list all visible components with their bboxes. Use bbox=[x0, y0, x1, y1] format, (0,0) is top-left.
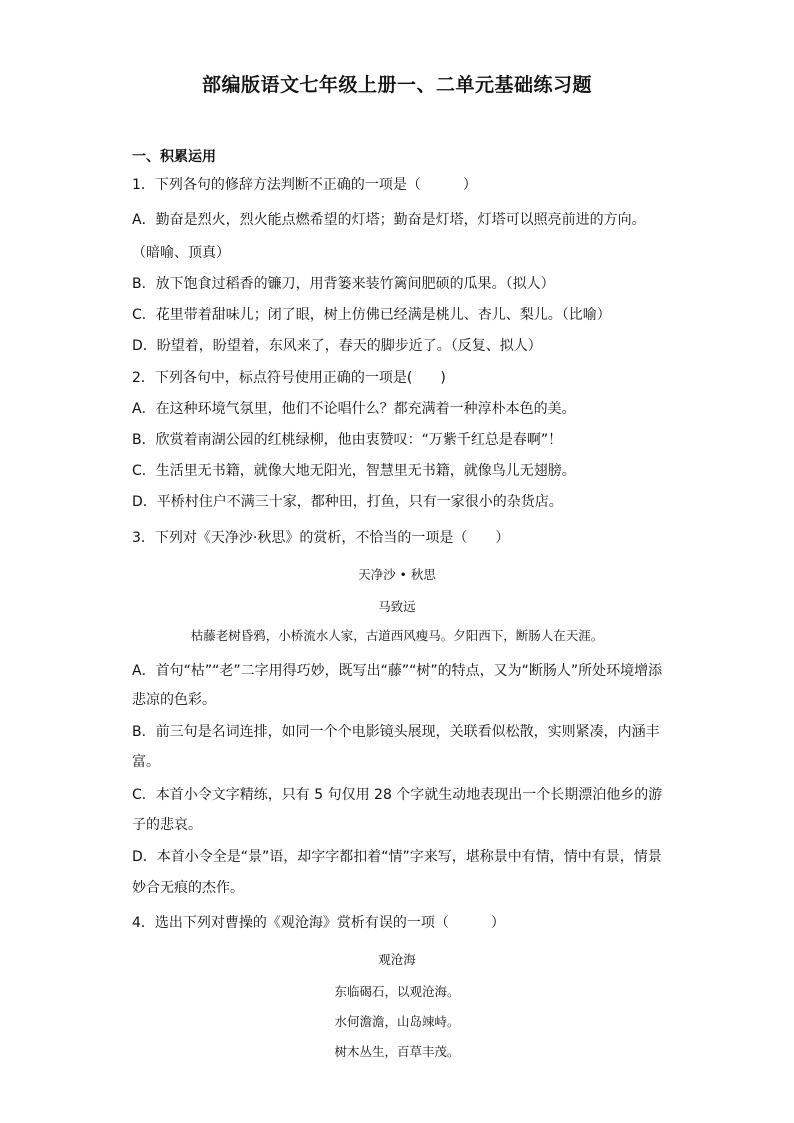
q3-option-c: C．本首小令文字精练，只有 5 句仅用 28 个字就生动地表现出一个长期漂泊他乡的游 bbox=[132, 787, 663, 803]
q3-option-a-cont: 悲凉的色彩。 bbox=[132, 692, 216, 708]
q3-option-c-cont: 子的悲哀。 bbox=[132, 817, 202, 833]
q1-option-c: C．花里带着甜味儿；闭了眼，树上仿佛已经满是桃儿、杏儿、梨儿。（比喻） bbox=[132, 307, 611, 323]
q3-poem-author: 马致远 bbox=[378, 599, 416, 614]
q4-poem-line: 水何澹澹，山岛竦峙。 bbox=[334, 1014, 460, 1029]
q3-option-b: B．前三句是名词连排，如同一个个电影镜头展现，关联看似松散，实则紧凑，内涵丰 bbox=[132, 724, 660, 740]
section-heading: 一、积累运用 bbox=[132, 149, 216, 165]
q3-option-d-cont: 妙合无痕的杰作。 bbox=[132, 880, 244, 896]
q2-option-d: D．平桥村住户不满三十家，都种田，打鱼，只有一家很小的杂货店。 bbox=[132, 494, 563, 510]
question-1-stem: 1．下列各句的修辞方法判断不正确的一项是（ ） bbox=[132, 177, 477, 193]
question-3-stem: 3．下列对《天净沙·秋思》的赏析，不恰当的一项是（ ） bbox=[132, 530, 510, 546]
q3-poem-title: 天净沙 • 秋思 bbox=[358, 567, 436, 582]
q4-poem-line: 树木丛生，百草丰茂。 bbox=[334, 1044, 460, 1059]
q1-option-a: A．勤奋是烈火，烈火能点燃希望的灯塔；勤奋是灯塔，灯塔可以照亮前进的方向。 bbox=[132, 212, 646, 228]
q4-poem-title: 观沧海 bbox=[378, 952, 416, 967]
q3-poem-body: 枯藤老树昏鸦，小桥流水人家，古道西风瘦马。夕阳西下，断肠人在天涯。 bbox=[190, 628, 604, 643]
q1-option-d: D．盼望着，盼望着，东风来了，春天的脚步近了。（反复、拟人） bbox=[132, 338, 542, 354]
page-title: 部编版语文七年级上册一、二单元基础练习题 bbox=[201, 74, 592, 96]
q3-option-a: A．首句“枯”“老”二字用得巧妙，既写出“藤”“树”的特点，又为“断肠人”所处环境增添 bbox=[132, 663, 663, 679]
q2-option-c: C．生活里无书籍，就像大地无阳光，智慧里无书籍，就像鸟儿无翅膀。 bbox=[132, 463, 576, 479]
question-4-stem: 4．选出下列对曹操的《观沧海》赏析有误的一项（ ） bbox=[132, 915, 505, 931]
question-2-stem: 2．下列各句中，标点符号使用正确的一项是( ) bbox=[132, 370, 446, 386]
q3-option-b-cont: 富。 bbox=[132, 754, 160, 770]
q2-option-a: A．在这种环境气氛里，他们不论唱什么？都充满着一种淳朴本色的美。 bbox=[132, 401, 576, 417]
q1-option-a-note: （暗喻、顶真） bbox=[132, 245, 230, 261]
q4-poem-line: 东临碣石，以观沧海。 bbox=[334, 984, 460, 999]
q3-option-d: D．本首小令全是“景”语，却字字都扣着“情”字来写，堪称景中有情，情中有景，情景 bbox=[132, 849, 662, 865]
q1-option-b: B．放下饱食过稻香的镰刀，用背篓来装竹篱间肥硕的瓜果。（拟人） bbox=[132, 276, 555, 292]
q2-option-b: B．欣赏着南湖公园的红桃绿柳，他由衷赞叹：“万紫千红总是春啊”！ bbox=[132, 432, 563, 448]
